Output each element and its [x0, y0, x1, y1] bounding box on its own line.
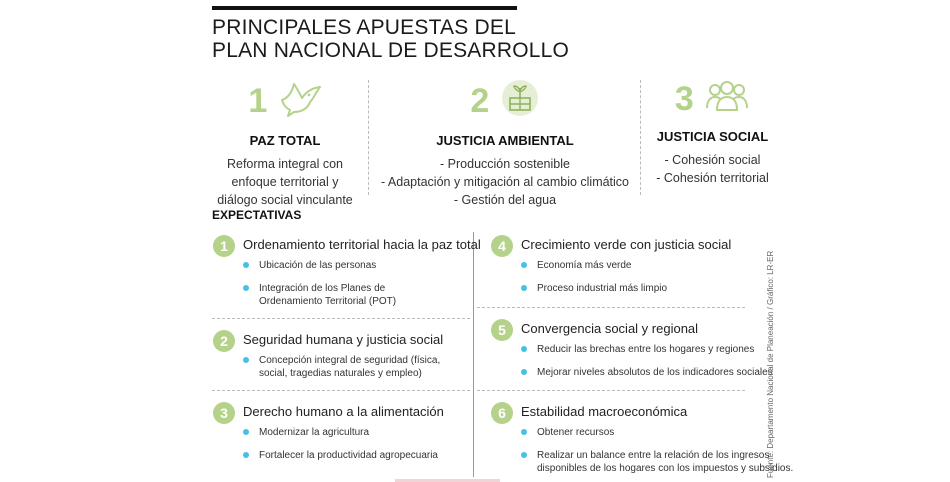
bullet-dot-icon: [521, 452, 527, 458]
bullet-dot-icon: [521, 346, 527, 352]
pillar-line: Reforma integral con: [226, 157, 344, 171]
item-title: Estabilidad macroeconómica: [521, 404, 688, 419]
dove-icon: [278, 78, 322, 123]
expectativas-heading: EXPECTATIVAS: [212, 208, 302, 222]
bullet-text: Modernizar la agricultura: [259, 427, 370, 438]
pillar-number: 2: [470, 81, 490, 120]
bullet-text: social, tragedias naturales y empleo): [259, 368, 422, 379]
top-rule: [212, 6, 517, 10]
bullet-text: Proceso industrial más limpio: [537, 283, 668, 294]
item-number: 1: [213, 235, 235, 257]
pillar-body: [380, 155, 630, 209]
item-title: Ordenamiento territorial hacia la paz total: [243, 237, 481, 252]
pillar-line: - Gestión del agua: [453, 193, 557, 207]
grid-divider: [477, 390, 745, 391]
bullet-dot-icon: [243, 452, 249, 458]
bullet-dot-icon: [243, 262, 249, 268]
people-group-icon: [704, 78, 750, 119]
pillar-line: - Producción sostenible: [440, 157, 570, 171]
item-title: Convergencia social y regional: [521, 321, 699, 336]
bullet-text: disponibles de los hogares con los impuestos y subsidios.: [537, 463, 794, 474]
pillar-paz-total: [200, 78, 370, 209]
pillar-number: 3: [674, 79, 694, 118]
bullet-text: Concepción integral de seguridad (física,: [259, 355, 441, 366]
item-number: 5: [491, 319, 513, 341]
pillar-justicia-ambiental: [380, 78, 630, 209]
bullet-text: Integración de los Planes de: [259, 283, 386, 294]
pillar-title: JUSTICIA SOCIAL: [656, 129, 769, 144]
bullet-dot-icon: [521, 369, 527, 375]
pillar-line: - Cohesión social: [664, 153, 761, 167]
grid-divider: [212, 318, 470, 319]
pillar-line: - Adaptación y mitigación al cambio climático: [380, 175, 630, 189]
sprout-box-icon: [500, 78, 540, 123]
item-number: 6: [491, 402, 513, 424]
bullet-text: Mejorar niveles absolutos de los indicadores sociales: [537, 367, 773, 378]
bullet-dot-icon: [243, 429, 249, 435]
pillar-justicia-social: [645, 78, 780, 187]
pillar-title: JUSTICIA AMBIENTAL: [436, 133, 574, 148]
bullet-dot-icon: [521, 285, 527, 291]
title-line-1: PRINCIPALES APUESTAS DEL: [212, 16, 516, 39]
bullet-dot-icon: [521, 262, 527, 268]
pillar-line: enfoque territorial y: [231, 175, 339, 189]
item-number: 3: [213, 402, 235, 424]
pillar-body: [200, 155, 370, 209]
source-credit: Fuente: Departamento Nacional de Planeación / Gráfico: LR-ER: [766, 250, 775, 478]
pillar-body: [645, 151, 780, 187]
bullet-text: Reducir las brechas entre los hogares y regiones: [537, 344, 755, 355]
bullet-dot-icon: [521, 429, 527, 435]
pillar-divider: [640, 80, 641, 195]
page-title: [212, 16, 632, 62]
item-number: 2: [213, 330, 235, 352]
title-line-2: PLAN NACIONAL DE DESARROLLO: [212, 39, 570, 62]
item-title: Seguridad humana y justicia social: [243, 332, 444, 347]
grid-divider: [212, 390, 470, 391]
bullet-text: Ordenamiento Territorial (POT): [259, 296, 397, 307]
item-title: Crecimiento verde con justicia social: [521, 237, 732, 252]
pillar-line: - Cohesión territorial: [656, 171, 769, 185]
pillar-number: 1: [248, 81, 268, 120]
bullet-dot-icon: [243, 285, 249, 291]
grid-divider-vertical: [473, 232, 474, 477]
bullet-text: Fortalecer la productividad agropecuaria: [259, 450, 438, 461]
bullet-dot-icon: [243, 357, 249, 363]
bullet-text: Economía más verde: [537, 260, 632, 271]
bullet-text: Obtener recursos: [537, 427, 615, 438]
item-title: Derecho humano a la alimentación: [243, 404, 444, 419]
bullet-text: Ubicación de las personas: [259, 260, 377, 271]
bullet-text: Realizar un balance entre la relación de los ingresos: [537, 450, 770, 461]
pillar-line: diálogo social vinculante: [217, 193, 353, 207]
grid-divider: [477, 307, 745, 308]
item-number: 4: [491, 235, 513, 257]
pillar-title: PAZ TOTAL: [249, 133, 321, 148]
pillar-divider: [368, 80, 369, 195]
